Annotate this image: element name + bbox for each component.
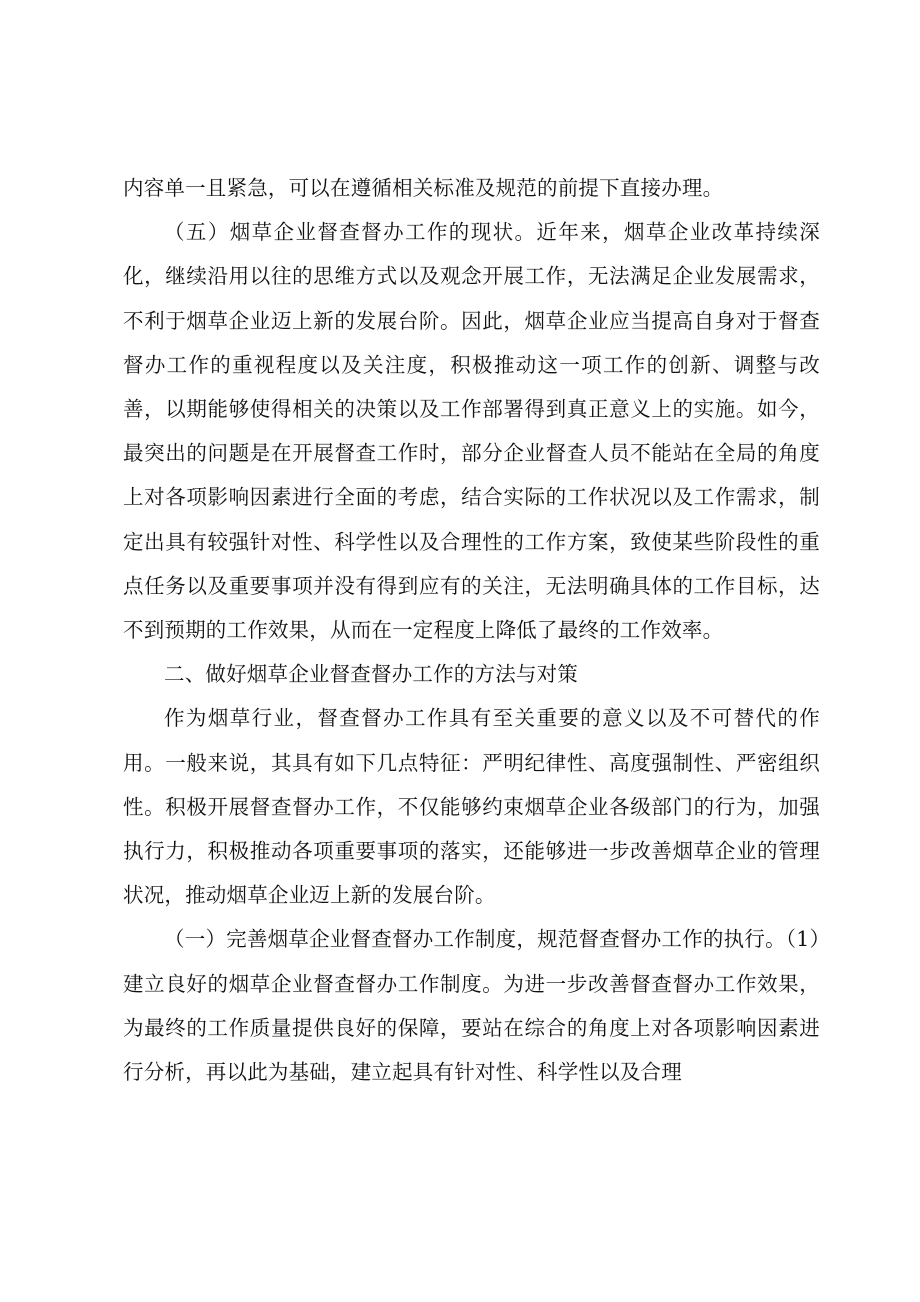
paragraph-continuation: 内容单一且紧急，可以在遵循相关标准及规范的前提下直接办理。 [123, 176, 724, 200]
paragraph-system-improvement: （一）完善烟草企业督查督办工作制度，规范督查督办工作的执行。（1）建立良好的烟草企业督查督办工作制度。为进一步改善督查督办工作效果，为最终的工作质量提供良好的保障，要站在综合的角度上对各项影响因素进行分析，再以此为基础，建立起具有针对性、科学性以及合理 [123, 927, 820, 1085]
paragraph-status-quo: （五）烟草企业督查督办工作的现状。近年来，烟草企业改革持续深化，继续沿用以往的思维方式以及观念开展工作，无法满足企业发展需求，不利于烟草企业迈上新的发展台阶。因此，烟草企业应当提高自身对于督查督办工作的重视程度以及关注度，积极推动这一项工作的创新、调整与改善，以期能够使得相关的决策以及工作部署得到真正意义上的实施。如今，最突出的问题是在开展督查工作时，部分企业督查人员不能站在全局的角度上对各项影响因素进行全面的考虑，结合实际的工作状况以及工作需求，制定出具有较强针对性、科学性以及合理性的工作方案，致使某些阶段性的重点任务以及重要事项并没有得到应有的关注，无法明确具体的工作目标，达不到预期的工作效果，从而在一定程度上降低了最终的工作效率。 [123, 220, 820, 643]
document-body [123, 166, 820, 1094]
paragraph-significance: 作为烟草行业，督查督办工作具有至关重要的意义以及不可替代的作用。一般来说，其具有如下几点特征：严明纪律性、高度强制性、严密组织性。积极开展督查督办工作，不仅能够约束烟草企业各级部门的行为，加强执行力，积极推动各项重要事项的落实，还能够进一步改善烟草企业的管理状况，推动烟草企业迈上新的发展台阶。 [123, 706, 820, 908]
section-heading-methods: 二、做好烟草企业督查督办工作的方法与对策 [164, 662, 578, 687]
